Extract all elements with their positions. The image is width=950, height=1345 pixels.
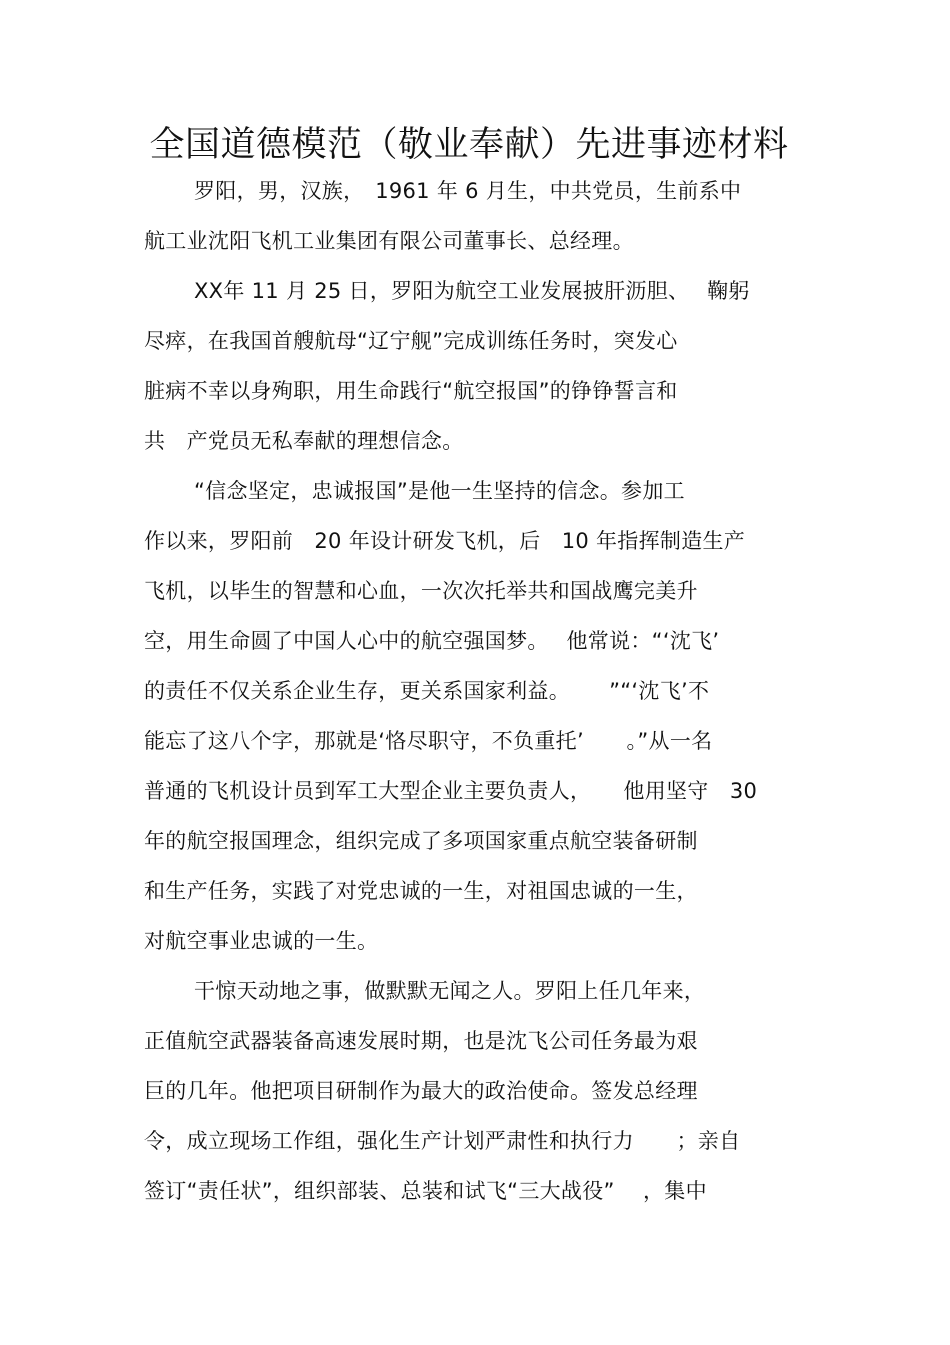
body-line: 共 产党员无私奉献的理想信念。 [144, 429, 464, 453]
body-line: 能忘了这八个字，那就是‘恪尽职守，不负重托’ 。”从一名 [144, 729, 713, 753]
body-line: 对航空事业忠诚的一生。 [144, 929, 379, 953]
body-line: 尽瘁，在我国首艘航母“辽宁舰”完成训练任务时，突发心 [144, 329, 678, 353]
body-line: 令，成立现场工作组，强化生产计划严肃性和执行力 ；亲自 [144, 1129, 741, 1153]
body-line: 航工业沈阳飞机工业集团有限公司董事长、总经理。 [144, 229, 634, 253]
body-line: 飞机，以毕生的智慧和心血，一次次托举共和国战鹰完美升 [144, 579, 698, 603]
body-line: XX年 11 月 25 日，罗阳为航空工业发展披肝沥胆、 鞠躬 [194, 279, 750, 303]
body-line: 正值航空武器装备高速发展时期，也是沈飞公司任务最为艰 [144, 1029, 698, 1053]
body-line: 罗阳，男，汉族， 1961 年 6 月生，中共党员，生前系中 [194, 179, 742, 203]
body-line: “信念坚定，忠诚报国”是他一生坚持的信念。参加工 [194, 479, 685, 503]
body-line: 年的航空报国理念，组织完成了多项国家重点航空装备研制 [144, 829, 698, 853]
body-line: 签订“责任状”，组织部装、总装和试飞“三大战役” ，集中 [144, 1179, 707, 1203]
body-line: 和生产任务，实践了对党忠诚的一生，对祖国忠诚的一生， [144, 879, 698, 903]
body-line: 普通的飞机设计员到军工大型企业主要负责人， 他用坚守 30 [144, 779, 758, 803]
body-line: 脏病不幸以身殉职，用生命践行“航空报国”的铮铮誓言和 [144, 379, 678, 403]
body-line: 空，用生命圆了中国人心中的航空强国梦。 他常说：“‘沈飞’ [144, 629, 720, 653]
body-line: 的责任不仅关系企业生存，更关系国家利益。 ”“‘沈飞’不 [144, 679, 710, 703]
body-line: 干惊天动地之事，做默默无闻之人。罗阳上任几年来， [194, 979, 706, 1003]
body-line: 巨的几年。他把项目研制作为最大的政治使命。签发总经理 [144, 1079, 698, 1103]
document-title: 全国道德模范（敬业奉献）先进事迹材料 [149, 125, 789, 165]
body-line: 作以来，罗阳前 20 年设计研发飞机，后 10 年指挥制造生产 [144, 529, 746, 553]
